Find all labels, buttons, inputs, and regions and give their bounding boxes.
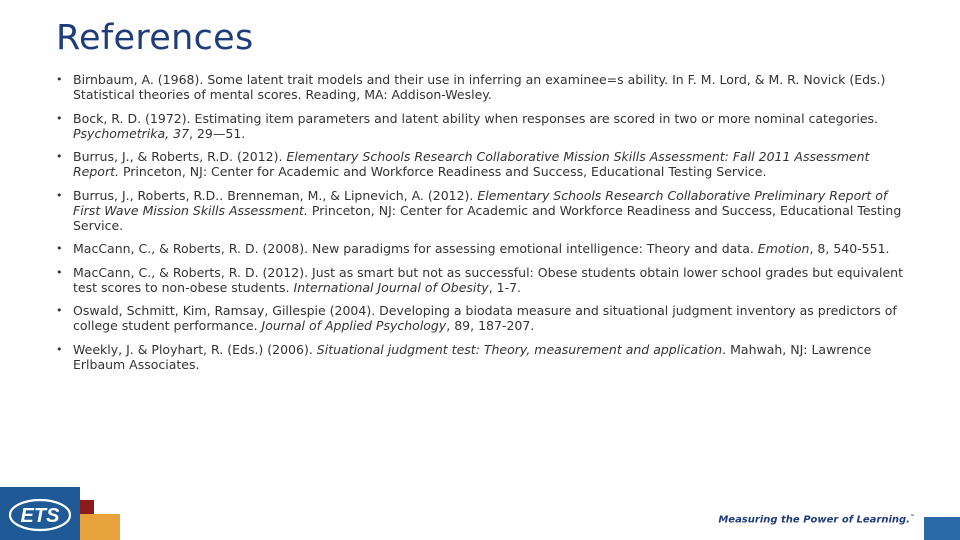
reference-italic-title: Elementary Schools Research Collaborative Preliminary Report of First Wave Mission Skills Assessment.: [73, 187, 888, 218]
bullet-icon: •: [56, 304, 63, 317]
corner-accent-block: [924, 517, 960, 540]
reference-text: Bock, R. D. (1972). Estimating item parameters and latent ability when responses are scored in two or more nominal categories.: [73, 110, 879, 126]
reference-text: Birnbaum, A. (1968). Some latent trait models and their use in inferring an examinee=s ability. In F. M. Lord, & M. R. Novick (Eds.) Statistical theories of mental scores. Reading, MA: Addison-Wesley.: [73, 72, 886, 102]
bullet-icon: •: [56, 242, 63, 255]
reference-text-tail: . Mahwah, NJ: Lawrence Erlbaum Associates.: [73, 341, 872, 372]
reference-item: [56, 111, 916, 141]
reference-text-tail: Princeton, NJ: Center for Academic and Workforce Readiness and Success, Educational Testing Service.: [73, 202, 902, 233]
logo-text: ETS: [20, 505, 60, 527]
reference-item: [56, 342, 916, 372]
reference-text-tail: , 29—51.: [189, 125, 246, 141]
reference-italic-title: Journal of Applied Psychology: [261, 318, 447, 333]
trademark-mark: ™: [910, 514, 915, 520]
reference-italic-title: Elementary Schools Research Collaborative Mission Skills Assessment: Fall 2011 Assessment Report.: [73, 149, 870, 179]
reference-text: MacCann, C., & Roberts, R. D. (2012). Just as smart but not as successful: Obese students obtain lower school grades but equivalent test scores to non-obese students.: [73, 264, 903, 295]
bullet-icon: •: [56, 342, 63, 356]
reference-item: [56, 241, 916, 256]
reference-italic-title: Psychometrika, 37: [73, 125, 190, 141]
reference-text-tail: , 8, 540-551.: [809, 241, 890, 256]
bullet-icon: •: [56, 188, 63, 202]
bullet-icon: •: [56, 265, 63, 279]
reference-text: Burrus, J., & Roberts, R.D. (2012).: [73, 149, 287, 164]
reference-text-tail: , 1-7.: [488, 279, 522, 295]
logo-orange-block: [80, 514, 120, 540]
reference-list: [56, 72, 916, 380]
reference-item: [56, 188, 916, 233]
reference-italic-title: Emotion: [757, 241, 810, 256]
reference-text: Oswald, Schmitt, Kim, Ramsay, Gillespie (2004). Developing a biodata measure and situational judgment inventory as predictors of college student performance.: [73, 303, 897, 333]
reference-text: MacCann, C., & Roberts, R. D. (2008). New paradigms for assessing emotional intelligence: Theory and data.: [73, 241, 758, 256]
footer-tagline: [718, 514, 915, 525]
reference-text-tail: Princeton, NJ: Center for Academic and Workforce Readiness and Success, Educational Testing Service.: [118, 164, 767, 179]
bullet-icon: •: [56, 111, 63, 125]
reference-item: [56, 303, 916, 333]
reference-italic-title: Situational judgment test: Theory, measurement and application: [316, 341, 723, 357]
bullet-icon: •: [56, 150, 63, 163]
page-title: References: [56, 18, 254, 58]
reference-item: [56, 265, 916, 295]
reference-text-tail: , 89, 187-207.: [446, 318, 535, 333]
reference-item: [56, 72, 916, 102]
reference-text: Burrus, J., Roberts, R.D.. Brenneman, M., & Lipnevich, A. (2012).: [73, 187, 478, 203]
tagline-text: Measuring the Power of Learning.: [718, 514, 910, 526]
reference-italic-title: International Journal of Obesity: [293, 279, 489, 295]
reference-text: Weekly, J. & Ployhart, R. (Eds.) (2006).: [73, 341, 317, 357]
reference-item: [56, 149, 916, 179]
ets-logo: [0, 487, 120, 540]
bullet-icon: •: [56, 73, 63, 86]
logo-red-block: [80, 500, 94, 514]
